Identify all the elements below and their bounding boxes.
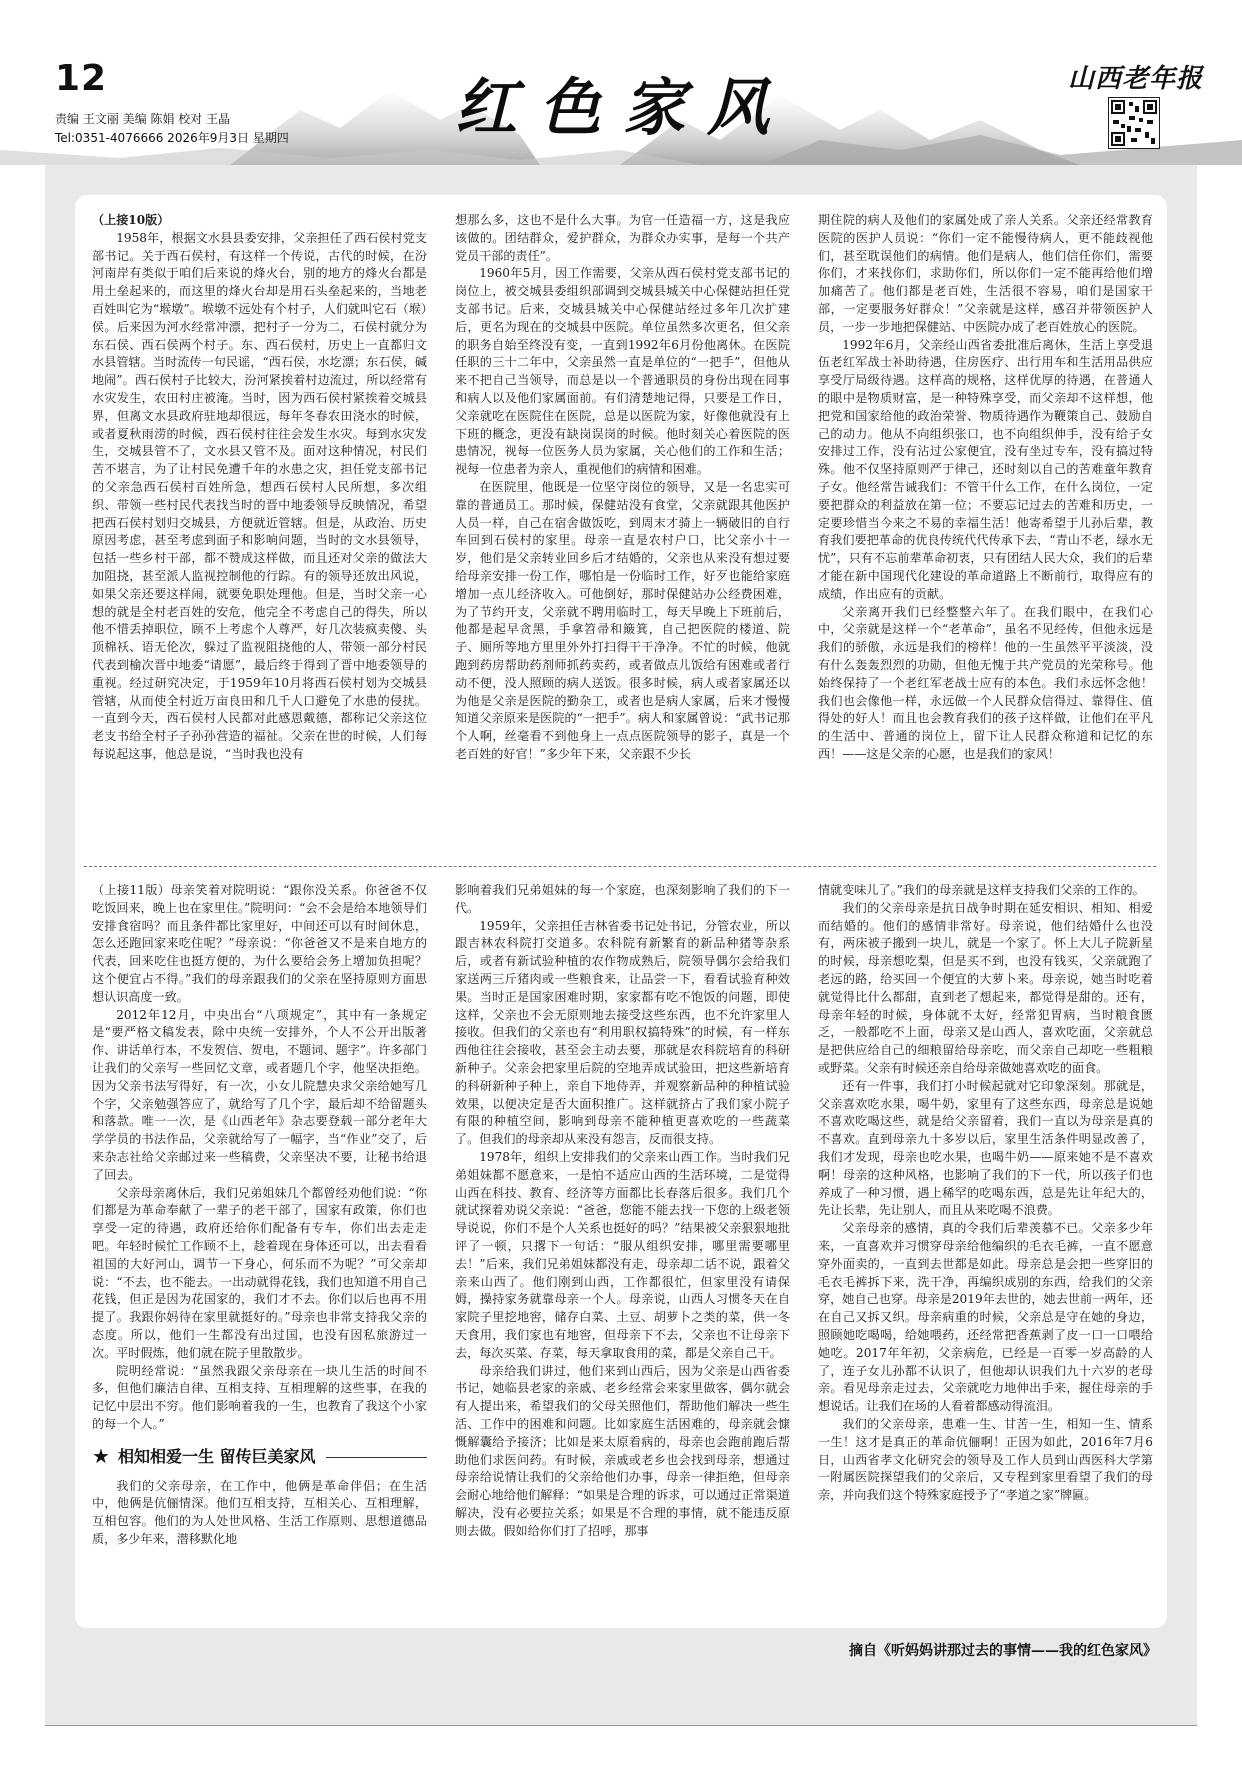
paragraph: 想那么多，这也不是什么大事。为官一任造福一方，这是我应该做的。团结群众，爱护群众，为群众办实事，是每一个共产党员干部的责任”。 [455, 213, 790, 263]
article-column-2 [455, 212, 790, 764]
source-attribution: 摘自《听妈妈讲那过去的事情——我的红色家风》 [849, 1643, 1157, 1659]
page-header [0, 0, 1242, 165]
paragraph: 1958年，根据文水县县委安排，父亲担任了西石侯村党支部书记。关于西石侯村，有这样一个传说，古代的时候，在汾河南岸有类似于咱们后来说的烽火台，别的地方的烽火台都是用土垒起来的，而这里的烽火台却是用石头垒起来的，当地老百姓叫它为“堠墩”。堠墩不远处有个村子，人们就叫它石（堠）侯。后来因为河水经常冲漂，把村子一分为二，石侯村就分为东石侯、西石侯两个村子。东、西石侯村，历史上一直都归文水县管辖。当时流传一句民谣，“西石侯，水圪漂；东石侯，碱地闹”。西石侯村子比较大，汾河紧挨着村边流过，所以经常有水灾发生，农田村庄被淹。当时，因为西石侯村紧挨着交城县界，但离文水县政府驻地却很远，每年冬春农田浇水的时候，或者夏秋雨涝的时候，西石侯村往往会发生水灾。每到水灾发生，交城县管不了，文水县又管不及。面对这种情况，村民们苦不堪言，为了让村民免遭千年的水患之灾，担任党支部书记的父亲急西石侯村百姓所急，想西石侯村人民所想，多次组织、带领一些村民代表找当时的晋中地委领导反映情况，希望把西石侯村划归交城县，方便就近管辖。但是，从政治、历史原因考虑，甚至考虑到面子和影响问题，当时的文水县领导，包括一些乡村干部，都不赞成这样做，而且还对父亲的做法大加阻挠，甚至派人监视控制他的行踪。有的领导还放出风说，如果父亲还要这样闹，就要免职处理他。但是，当时父亲一心想的就是全村老百姓的安危，他完全不考虑自己的得失，所以他不惜丢掉职位，顾不上考虑个人尊严，好几次装疯卖傻、头顶棉袄、语无伦次，躲过了监视阻挠他的人，带领一部分村民代表到榆次晋中地委“请愿”，最后终于得到了晋中地委领导的重视。经过研究决定，于1959年10月将西石侯村划为交城县管辖，从而使全村近万亩良田和几千人口避免了水患的侵扰。一直到今天，西石侯村人民都对此感恩戴德，都称记父亲这位老支书给全村子子孙孙营造的福祉。父亲在世的时候，人们每每说起这事，他总是说，“当时我也没有 [92, 230, 427, 761]
paragraph: 我们的父亲母亲，在工作中，他俩是革命伴侣；在生活中，他俩是伉俪情深。他们互相支持，互相关心、互相理解，互相包容。他们的为人处世风格、生活工作原则、思想道德品质，多少年来，潜移默化地 [92, 1478, 427, 1546]
subheading-rule [326, 1456, 427, 1458]
newspaper-logo: 山西老年报 [1068, 64, 1204, 94]
paragraph: 期住院的病人及他们的家属处成了亲人关系。父亲还经常教育医院的医护人员说：“你们一定不能慢待病人，更不能歧视他们，甚至耽误他们的病情。他们是病人，他们信任你们，需要你们，才来找你们，求助你们，所以你们一定不能再给他们增加痛苦了。他们都是老百姓，生活很不容易，咱们是国家干部，一定要服务好群众！”父亲就是这样，感召并带领医护人员，一步一步地把保健站、中医院办成了老百姓放心的医院。 [818, 213, 1153, 334]
section-subheading [92, 1443, 427, 1468]
paragraph: 1978年，组织上安排我们的父亲来山西工作。当时我们兄弟姐妹都不愿意来，一是怕不适应山西的生活环境，二是觉得山西在科技、教育、经济等方面都比长春落后很多。我们几个就试探着劝说父亲说：“爸爸，您能不能去找一下您的上级老领导说说，你们不是个人关系也挺好的吗？”结果被父亲狠狠地批评了一顿，只撂下一句话：“服从组织安排，哪里需要哪里去！”后来，我们兄弟姐妹都没有走，母亲却二话不说，跟着父亲来山西了。他们刚到山西，工作都很忙，但家里没有请保姆，操持家务就靠母亲一个人。母亲说，山西人习惯冬天在自家院子里挖地窖，储存白菜、土豆、胡萝卜之类的菜，供一冬天食用，我们家也有地窖，但母亲下不去，父亲也不让母亲下去，每次买菜、存菜，每天拿取食用的菜，都是父亲自己干。 [455, 1149, 790, 1360]
qr-code-icon [1108, 97, 1160, 149]
paragraph: 我们的父亲母亲是抗日战争时期在延安相识、相知、相爱而结婚的。他们的感情非常好。母亲说，他们结婚什么也没有，两床被子搬到一块儿，就是一个家了。怀上大儿子院新星的时候，母亲想吃梨，但是买不到，也没有钱买，父亲就跑了老远的路，给买回一个便宜的大萝卜来。母亲说，她当时吃着就觉得比什么都甜，直到老了想起来，都觉得是甜的。还有，母亲年轻的时候，身体就不太好，经常犯胃病，当时粮食匮乏，一般都吃不上面，母亲又是山西人，喜欢吃面，父亲就总是把供应给自己的细粮留给母亲吃，而父亲自己却吃一些粗粮或野菜。父亲有时候还亲自给母亲做她喜欢吃的面食。 [818, 900, 1153, 1075]
paragraph: 1959年，父亲担任吉林省委书记处书记，分管农业，所以跟吉林农科院打交道多。农科院有新繁育的新品种猪等杂系后，或者有新试验种植的农作物成熟后，院领导偶尔会给我们家送两三斤猪肉或一些粮食来，让品尝一下，看看试验育种效果。当时正是国家困难时期，家家都有吃不饱饭的问题，即使这样，父亲也不会无原则地去接受这些东西，也不允许家里人接收。但我们的父亲也有“利用职权搞特殊”的时候，有一样东西他往往会接收，甚至会主动去要，那就是农科院培育的科研新种子。父亲会把家里后院的空地弄成试验田，把这些新培育的科研新种子种上，亲自下地侍弄，并观察新品种的种植试验效果，以便决定是否大面积推广。这样就挤占了我们家小院子有限的种植空间，影响到母亲不能种植更喜欢吃的一些蔬菜了。但我们的母亲却从来没有怨言，反而很支持。 [455, 918, 790, 1147]
footer-rule [45, 1725, 1197, 1726]
paragraph: 1960年5月，因工作需要，父亲从西石侯村党支部书记的岗位上，被交城县委组织部调到交城县城关中心保健站担任党支部书记。后来，交城县城关中心保健站经过多年几次扩建后，更名为现在的交城县中医院。单位虽然多次更名，但父亲的职务自始至终没有变，一直到1992年6月份他离休。在医院任职的三十二年中，父亲虽然一直是单位的“一把手”，但他从来不把自己当领导，而总是以一个普通职员的身份出现在同事和病人以及他们家属面前。有们清楚地记得，只要是工作日，父亲就吃在医院住在医院，总是以医院为家，好像他就没有上下班的概念，更没有缺岗误岗的时候。他时刻关心着医院的医患情况，视每一位医务人员为家属，关心他们的工作和生活；视每一位患者为亲人，重视他们的病情和困难。 [455, 266, 790, 477]
paragraph: 父亲母亲的感情，真的令我们后辈羡慕不已。父亲多少年来，一直喜欢并习惯穿母亲给他编织的毛衣毛裤，一直不愿意穿外面卖的，一直到去世都是如此。母亲总是会把一些穿旧的毛衣毛裤拆下来，洗干净，再编织成别的东西，给我们的父亲穿，她自己也穿。母亲是2019年去世的，她去世前一两年，还在自己又拆又织。母亲病重的时候，父亲总是守在她的身边，照顾她吃喝喝，给她喂药，还经常把香蕉剥了皮一口一口喂给她吃。2017年年初，父亲病危，已经是一百零一岁高龄的人了，连子女儿孙都不认识了，但他却认识我们九十六岁的老母亲。看见母亲走过去，父亲就吃力地伸出手来，握住母亲的手想说话。让我们在场的人看着都感动得流泪。 [818, 1221, 1153, 1414]
paragraph: 我们的父亲母亲，患难一生、甘苦一生，相知一生、情系一生！这才是真正的革命伉俪啊！正因为如此，2016年7月6日，山西省孝文化研究会的领导及工作人员到山西医科大学第一附属医院探望我们的父亲后，又专程到家里看望了我们的母亲，并向我们这个特殊家庭授予了“孝道之家”牌匾。 [818, 1416, 1153, 1503]
article-column-3 [818, 212, 1153, 764]
article-column-6 [818, 882, 1153, 1505]
contact-and-date: Tel:0351-4076666 2026年9月3日 星期四 [55, 131, 289, 145]
paragraph: 母亲给我们讲过，他们来到山西后，因为父亲是山西省委书记，她临县老家的亲戚、老乡经常会来家里做客，偶尔就会有人提出来，希望我们的父母关照他们，帮助他们解决一些生活、工作中的困难和问题。比如家庭生活困难的，母亲就会慷慨解囊给予接济；比如是来太原看病的，母亲也会跑前跑后帮助他们求医问药。有时候，亲戚或老乡也会找到母亲，想通过母亲给说情让我们的父亲给他们办事，母亲一律拒绝，但母亲会耐心地给他们解释：“如果是合理的诉求，可以通过正常渠道解决，没有必要拉关系；如果是不合理的事情，就不能违反原则去做。假如给你们打了招呼，那事 [455, 1363, 790, 1538]
paragraph: 还有一件事，我们打小时候起就对它印象深刻。那就是，父亲喜欢吃水果，喝牛奶，家里有了这些东西，母亲总是说她不喜欢吃喝这些，就是给父亲留着，我们一直以为母亲是真的不喜欢。直到母亲九十多岁以后，家里生活条件明显改善了，我们才发现，母亲也吃水果，也喝牛奶——原来她不是不喜欢啊！母亲的这种风格，也影响了我们的下一代，所以孩子们也养成了一种习惯，遇上稀罕的吃喝东西，总是先让年纪大的，先让长辈，先让别人，而且从来吃喝不浪费。 [818, 1078, 1153, 1218]
paragraph: 1992年6月，父亲经山西省委批准后离休，生活上享受退伍老红军战士补助待遇，住房医疗、出行用车和生活用品供应享受厅局级待遇。这样高的规格，这样优厚的待遇，在普通人的眼中是物质财富，是一种特殊享受，而父亲却不这样想，他把党和国家给他的政治荣誉、物质待遇作为鞭策自己、鼓励自己的动力。他从不向组织张口，也不向组织伸手，没有给子女安排过工作，没有沾过公家便宜，没有坐过专车，没有搞过特殊。他不仅坚持原则严于律己，还时刻以自己的苦难童年教育子女。他经常告诫我们：不管干什么工作，在什么岗位，一定要把群众的利益放在第一位；不要忘记过去的苦难和历史，一定要珍惜当今来之不易的幸福生活！他寄希望于儿孙后辈，教育我们要把革命的优良传统代代传承下去，“青山不老，绿水无忧”，只有不忘前辈革命初衷，只有团结人民大众，我们的后辈才能在新中国现代化建设的革命道路上不断前行，取得应有的成绩，作出应有的贡献。 [818, 337, 1153, 601]
paragraph: 父亲离开我们已经整整六年了。在我们眼中，在我们心中，父亲就是这样一个“老革命”，虽名不见经传，但他永远是我们的骄傲，永远是我们的榜样！他的一生虽然平平淡淡，没有什么轰轰烈烈的功勋，但他无愧于共产党员的光荣称号。他始终保持了一个老红军老战士应有的本色。我们永远怀念他！我们也会像他一样，永远做一个人民群众信得过、靠得住、值得处的好人！而且也会教育我们的孩子这样做，让他们在平凡的生活中、普通的岗位上，留下让人民群众称道和记忆的东西！——这是父亲的心愿，也是我们的家风！ [818, 604, 1153, 761]
column-title: 红色家风 [455, 71, 792, 144]
star-icon: ★ [92, 1443, 110, 1468]
article-column-5 [455, 882, 790, 1540]
paragraph: 情就变味儿了。”我们的母亲就是这样支持我们父亲的工作的。 [818, 883, 1145, 897]
article-column-1 [92, 212, 427, 764]
subheading-text: 相知相爱一生 留传巨美家风 [117, 1446, 316, 1466]
section-divider [84, 866, 1156, 867]
paragraph: （上接11版）母亲笑着对院明说：“跟你没关系。你爸爸不仅吃饭回来，晚上也在家里住。”院明问：“会不会是给本地领导们安排食宿吗？而且条件都比家里好，中间还可以有时间休息，怎么还跑回家来吃住呢？”母亲说：“你爸爸又不是来自地方的代表，回来吃住也挺方便的，为什么要给会务上增加负担呢？这个便宜占不得。”我们的母亲跟我们的父亲在坚持原则方面思想认识高度一致。 [92, 883, 427, 1004]
paragraph: 2012年12月，中央出台“八项规定”，其中有一条规定是“要严格文稿发表，除中央统一安排外，个人不公开出版著作、讲话单行本，不发贺信、贺电，不题词、题字”。许多部门让我们的父亲写一些回忆文章，或者题几个字，他坚决拒绝。因为父亲书法写得好，有一次，小女儿院慧央求父亲给她写几个字，父亲勉强答应了，就给写了几个字，最后却不给留题头和落款。唯一一次，是《山西老年》杂志要登载一部分老年大学学员的书法作品，父亲就给写了一幅字，当“作业”交了，后来杂志社给父亲邮过来一些稿费，父亲坚决不要，让秘书给退了回去。 [92, 1007, 427, 1182]
paragraph: 父亲母亲离休后，我们兄弟姐妹几个都曾经劝他们说：“你们都是为革命奉献了一辈子的老干部了，国家有政策，你们也享受一定的待遇，政府还给你们配备有专车，你们出去走走吧。年轻时候忙工作顾不上，趁着现在身体还可以，出去看看祖国的大好河山，调节一下身心，何乐而不为呢？”可父亲却说：“不去，也不能去。一出动就得花钱，我们也知道不用自己花钱，但正是因为花国家的，我们才不去。你们以后也再不用提了。我跟你妈待在家里就挺好的。”母亲也非常支持我父亲的态度。所以，他们一生都没有出过国，也没有因私旅游过一次。平时假炼，他们就在院子里散散步。 [92, 1185, 427, 1360]
paragraph: 影响着我们兄弟姐妹的每一个家庭，也深刻影响了我们的下一代。 [455, 883, 790, 915]
paragraph: 院明经常说：“虽然我跟父亲母亲在一块儿生活的时间不多，但他们廉洁自律、互相支持、互相理解的这些事，在我的记忆中层出不穷。他们影响着我的一生，也教育了我这个小家的每一个人。” [92, 1363, 427, 1431]
editor-credits: 责编 王文丽 美编 陈娟 校对 王晶 [55, 112, 231, 126]
paragraph: 在医院里，他既是一位坚守岗位的领导，又是一名忠实可靠的普通员工。那时候，保健站没有食堂，父亲就跟其他医护人员一样，自己在宿舍做饭吃，到周末才骑上一辆破旧的自行车回到石侯村的家里。母亲一直是农村户口，比父亲小十一岁，他们是父亲转业回乡后才结婚的，父亲也从来没有想过要给母亲安排一份工作，哪怕是一份临时工作，好歹也能给家庭增加一点儿经济收入。可他倒好，那时保健站办公经费困难，为了节约开支，父亲就不聘用临时工，每天早晚上下班前后，他都是起早贪黑，手拿笤帚和簸箕，自己把医院的楼道、院子、厕所等地方里里外外打扫得干干净净。不忙的时候，他就跑到药房帮助药剂师抓药卖药，或者做点儿饭给有困难或者行动不便，没人照顾的病人送饭。很多时候，病人或者家属还以为他是父亲是医院的勤杂工，或者也是病人家属，后来才慢慢知道父亲原来是医院的“一把手”。病人和家属曾说：“武书记那个人啊，丝毫看不到他身上一点点医院领导的影子，真是一个老百姓的好官！”多少年下来，父亲跟不少长 [455, 479, 790, 761]
article-column-4 [92, 882, 427, 1549]
continued-from-label: （上接10版） [92, 213, 170, 227]
page-number: 12 [55, 58, 108, 99]
